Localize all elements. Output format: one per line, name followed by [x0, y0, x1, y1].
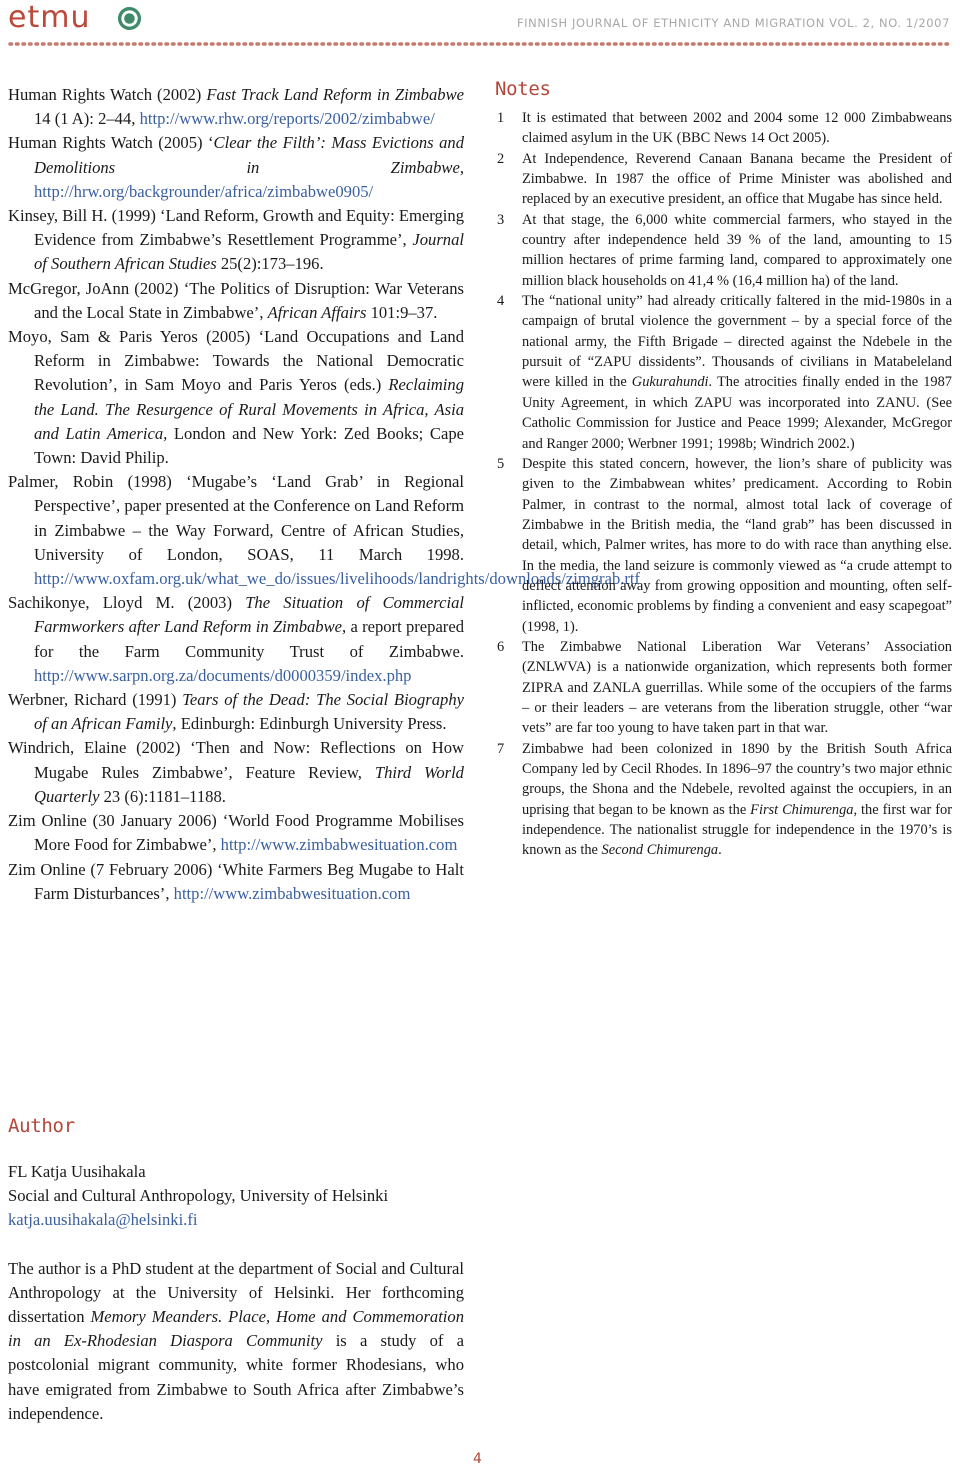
reference-entry	[8, 688, 464, 736]
reference-entry	[8, 809, 464, 857]
note-item	[495, 454, 952, 637]
note-item	[495, 149, 952, 210]
reference-text: 25(2):173–196.	[216, 254, 324, 274]
note-number: 6	[497, 638, 505, 655]
bio-text: The author is a PhD student at the department of Social and Cultural Anthropology at the University of Helsinki. Her forthcoming dissertation	[8, 1258, 464, 1327]
reference-title: Fast Track Land Reform in Zimbabwe	[206, 85, 464, 104]
note-text: At that stage, the 6,000 white commercial farmers, who stayed in the country after independence held 39 % of the land, amounting to 15 million hectares of prime farming land, compared to approximately one million black households on 41,4 % (16,4 million ha) of the land.	[522, 211, 952, 289]
reference-text: Werbner, Richard (1991)	[8, 690, 183, 710]
note-number: 1	[497, 110, 505, 126]
note-text: Gukurahundi	[631, 374, 709, 391]
note-text: The Zimbabwe National Liberation War Veterans’ Association (ZNLWVA) is a nationwide organization, which represents both former ZIPRA and ZANLA guerrillas. While some of the occupiers of the farms – or their leaders – are veterans from the liberation struggle, other “war vets” are far too young to have taken part in that war.	[522, 638, 952, 737]
reference-url-link[interactable]: http://www.oxfam.org.uk/what_we_do/issues/livelihoods/landrights/downloads/zimgrab.rtf	[34, 569, 641, 589]
note-text: .	[718, 842, 722, 859]
note-text: First Chimurenga	[750, 801, 854, 818]
notes-list	[495, 108, 952, 861]
reference-url-link[interactable]: http://www.rhw.org/reports/2002/zimbabwe/	[139, 109, 435, 129]
journal-title: FINNISH JOURNAL OF ETHNICITY AND MIGRATION VOL. 2, NO. 1/2007	[516, 16, 950, 30]
reference-text: McGregor, JoAnn (2002) ‘The Politics of Disruption: War Veterans and the Local State in Zimbabwe’,	[8, 278, 464, 322]
author-heading: Author	[8, 1115, 75, 1137]
author-name: FL Katja Uusihakala	[8, 1162, 146, 1181]
reference-text: Kinsey, Bill H. (1999) ‘Land Reform, Growth and Equity: Emerging Evidence from Zimbabwe’s Resettlement Programme’,	[8, 206, 464, 250]
reference-url-link[interactable]: http://www.zimbabwesituation.com	[173, 883, 411, 903]
reference-text: Sachikonye, Lloyd M. (2003)	[8, 593, 246, 613]
note-text: , the first war for independence. The nationalist struggle for independence in the 1970’s is known as the	[522, 801, 952, 859]
reference-text: , Edinburgh: Edinburgh University Press.	[172, 714, 447, 734]
note-item	[495, 637, 952, 739]
reference-text: 14 (1 A): 2–44,	[34, 109, 140, 129]
reference-title: The Situation of Commercial Farmworkers after Land Reform in Zimbabwe	[34, 593, 464, 637]
reference-entry	[8, 131, 464, 204]
reference-text: Human Rights Watch (2005) ‘	[8, 133, 214, 153]
reference-text: Human Rights Watch (2002)	[8, 85, 207, 104]
bio-text: is a study of a postcolonial migrant community, white former Rhodesians, who have emigrated from Zimbabwe to South Africa after Zimbabwe’s independence.	[8, 1331, 464, 1423]
note-text: At Independence, Reverend Canaan Banana became the President of Zimbabwe. In 1987 the office of Prime Minister was abolished and replaced by an executive president, an office that Mugabe has since held.	[522, 150, 952, 208]
reference-text: Zim Online (30 January 2006) ‘World Food Programme Mobilises More Food for Zimbabwe’,	[8, 811, 464, 855]
note-text: It is estimated that between 2002 and 2004 some 12 000 Zimbabweans claimed asylum in the UK (BBC News 14 Oct 2005).	[522, 110, 952, 147]
reference-title: Reclaiming the Land. The Resurgence of Rural Movements in Africa, Asia and Latin America,	[34, 375, 464, 443]
reference-text: Palmer, Robin (1998) ‘Mugabe’s ‘Land Grab’ in Regional Perspective’, paper presented at the Conference on Land Reform in Zimbabwe – the Way Forward, Centre of African Studies, University of London, SOAS, 11 March 1998.	[8, 472, 464, 564]
logo-swirl-icon	[117, 6, 142, 31]
reference-text: Windrich, Elaine (2002) ‘Then and Now: Reflections on How Mugabe Rules Zimbabwe’, Feature Review,	[8, 738, 464, 782]
reference-text: Zim Online (7 February 2006) ‘White Farmers Beg Mugabe to Halt Farm Disturbances’,	[8, 859, 464, 903]
reference-url-link[interactable]: http://hrw.org/backgrounder/africa/zimbabwe0905/	[34, 181, 374, 201]
author-info	[8, 1160, 464, 1233]
notes-section	[495, 78, 952, 861]
reference-title: Tears of the Dead: The Social Biography of an African Family	[34, 690, 464, 734]
author-section	[8, 1115, 464, 1426]
reference-text: 23 (6):1181–1188.	[99, 786, 226, 806]
author-bio	[8, 1257, 464, 1426]
note-number: 7	[497, 740, 505, 757]
reference-text: Moyo, Sam & Paris Yeros (2005) ‘Land Occupations and Land Reform in Zimbabwe: Towards the National Democratic Revolution’, in Sam Moyo and Paris Yeros (eds.)	[8, 327, 464, 395]
note-item	[495, 739, 952, 861]
reference-text: London and New York: Zed Books; Cape Town: David Philip.	[34, 423, 465, 468]
note-number: 5	[497, 455, 505, 472]
note-number: 3	[497, 211, 505, 228]
journal-logo: etmu	[8, 0, 91, 35]
header-dotted-rule	[8, 40, 952, 48]
reference-entry	[8, 591, 464, 688]
reference-title: Third World Quarterly	[34, 762, 464, 806]
note-number: 4	[497, 293, 505, 310]
page-header	[0, 0, 960, 56]
reference-url-link[interactable]: http://www.sarpn.org.za/documents/d0000359/index.php	[34, 665, 412, 685]
note-text: Zimbabwe had been colonized in 1890 by the British South Africa Company led by Cecil Rhodes. In 1896–97 the country’s two major ethnic groups, the Shona and the Ndebele, revolted against the occupiers, in an uprising that began to be known as the	[522, 740, 952, 818]
reference-entry	[8, 204, 464, 277]
reference-entry	[8, 325, 464, 470]
author-email-link[interactable]: katja.uusihakala@helsinki.fi	[8, 1210, 198, 1230]
dissertation-title: Memory Meanders. Place, Home and Commemoration in an Ex-Rhodesian Diaspora Community	[8, 1307, 465, 1351]
reference-entry	[8, 470, 641, 591]
reference-text: , a report prepared for the Farm Community Trust of Zimbabwe.	[34, 617, 464, 661]
page-number: 4	[473, 1451, 482, 1467]
author-affiliation: Social and Cultural Anthropology, University of Helsinki	[8, 1186, 389, 1206]
note-text: The “national unity” had already critically faltered in the mid-1980s in a campaign of brutal violence the government – by a special force of the national army, the Fifth Brigade – directed against the Ndebele in the pursuit of “ZAPU dissidents”. Thousands of civilians in Matabeleland were killed in the	[522, 293, 952, 391]
reference-url-link[interactable]: http://www.zimbabwesituation.com	[220, 835, 458, 855]
note-text: Despite this stated concern, however, the lion’s share of publicity was given to the Zimbabwean whites’ predicament. According to Robin Palmer, in contrast to the normal, almost total lack of coverage of Zimbabwe in the British media, the “land grab” has been discussed in detail, which, Palmer writes, has more to do with race than anything else. In the media, the land seizure is commonly viewed as “a crude attempt to deflect attention away from growing opposition and mounting, often self-inflicted, economic problems by finding a convenient and easy scapegoat” (1998, 1).	[522, 455, 952, 635]
reference-entry	[8, 858, 464, 906]
note-item	[495, 210, 952, 291]
reference-title: Journal of Southern African Studies	[34, 230, 464, 274]
note-text: Second Chimurenga	[601, 842, 719, 859]
reference-title: African Affairs	[267, 302, 367, 322]
reference-entry	[8, 277, 464, 325]
reference-text: ,	[459, 157, 464, 177]
note-item	[495, 291, 952, 454]
note-number: 2	[497, 150, 505, 167]
reference-text: 101:9–37.	[366, 302, 438, 322]
reference-title: Clear the Filth’: Mass Evictions and Demolitions in Zimbabwe	[34, 133, 464, 177]
note-text: . The atrocities finally ended in the 1987 Unity Agreement, in which ZAPU was incorporated into ZANU. (See Catholic Commission for Justice and Peace 1999; Alexander, McGregor and Ranger 2000; Werbner 1991; 1998b; Windrich 2002.)	[522, 374, 952, 452]
reference-entry	[8, 83, 464, 131]
reference-entry	[8, 736, 464, 809]
notes-heading: Notes	[495, 78, 551, 100]
note-item	[495, 108, 952, 149]
